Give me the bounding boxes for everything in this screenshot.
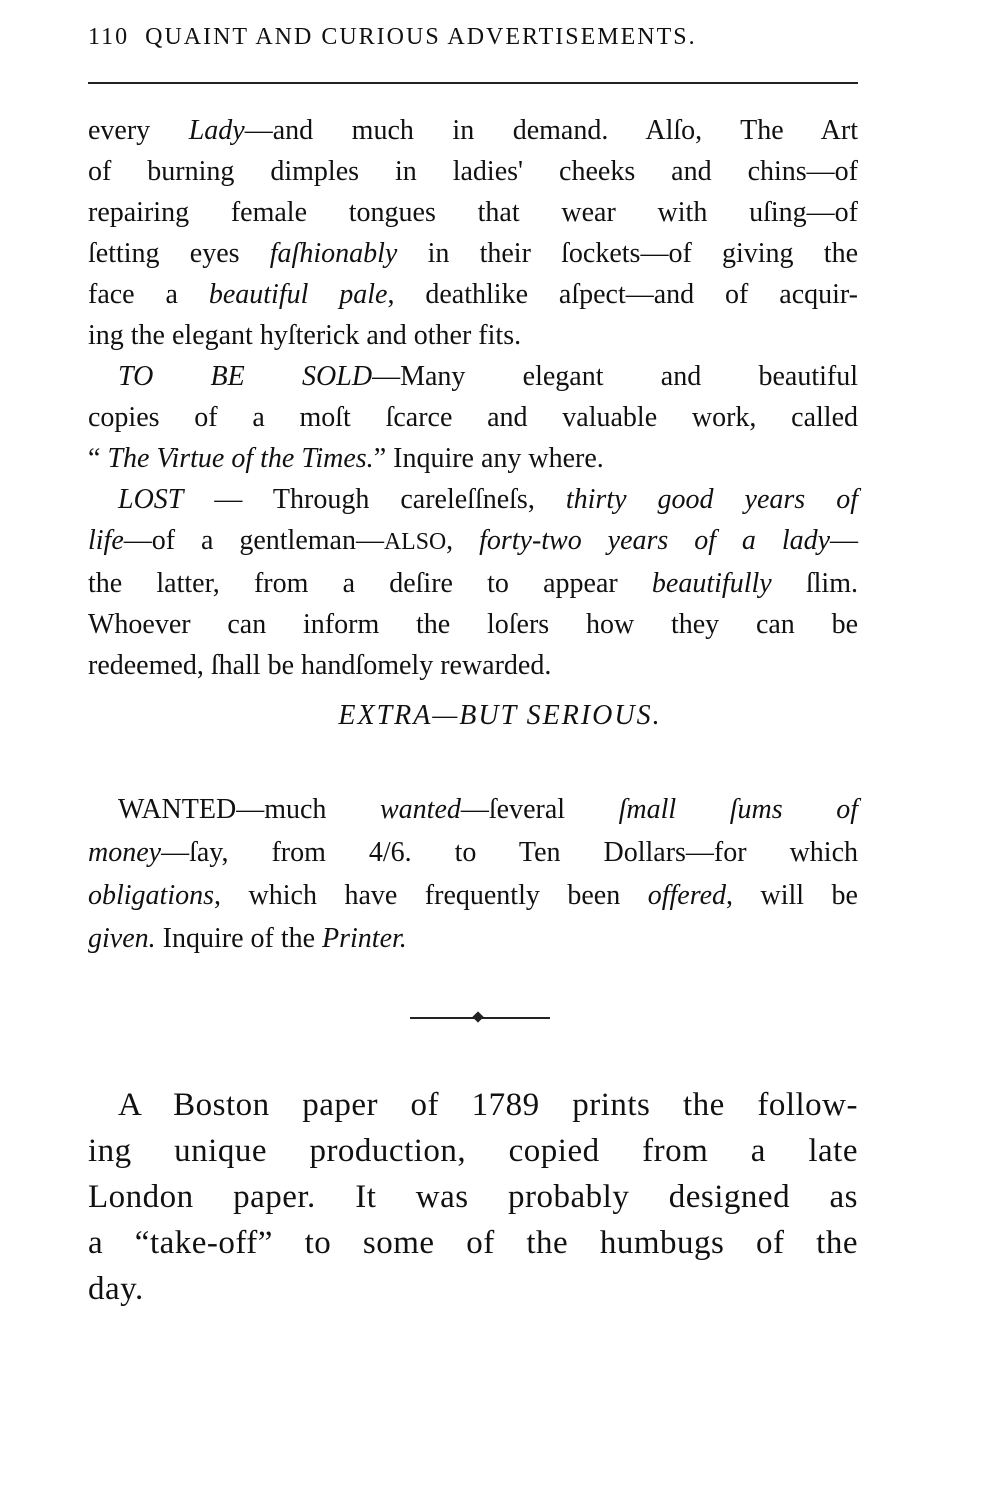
- text-line: [88, 192, 858, 233]
- text-line: [88, 1220, 858, 1266]
- header-rule: [88, 82, 858, 84]
- text-segment: ,: [446, 525, 480, 556]
- text-segment: “: [88, 443, 108, 474]
- text-line: [88, 788, 858, 831]
- text-line: [88, 479, 858, 520]
- ornament-divider: [410, 1017, 550, 1019]
- wanted-advertisement: [88, 788, 858, 960]
- text-segment: —and much in demand. Alſo, The Art: [244, 115, 858, 146]
- text-segment: redeemed, ſhall be handſomely rewarded.: [88, 650, 552, 681]
- text-segment: Whoever can inform the loſers how they can be: [88, 609, 858, 640]
- text-line: [88, 831, 858, 874]
- text-segment: every: [88, 115, 189, 146]
- text-segment: ing unique production, copied from a late: [88, 1133, 858, 1169]
- italic-text: beautiful pale: [208, 279, 388, 310]
- text-segment: A Boston paper of 1789 prints the follow-: [118, 1087, 858, 1123]
- text-line: [88, 1128, 858, 1174]
- text-segment: —ſeveral: [460, 794, 619, 825]
- text-segment: ſetting eyes: [88, 238, 270, 269]
- text-segment: ſlim.: [771, 568, 858, 599]
- text-segment: , deathlike aſpect—and of acquir-: [387, 279, 858, 310]
- text-segment: in their ſockets—of giving the: [397, 238, 859, 269]
- text-line: [88, 563, 858, 604]
- text-line: [88, 356, 858, 397]
- text-segment: —: [830, 525, 859, 556]
- italic-text: Lady: [188, 115, 245, 146]
- italic-text: LOST: [118, 484, 184, 515]
- page-number: 110: [88, 24, 130, 50]
- text-line: [88, 604, 858, 645]
- text-line: [88, 274, 858, 315]
- running-title: QUAINT AND CURIOUS ADVERTISEMENTS.: [145, 24, 697, 50]
- text-line: [88, 151, 858, 192]
- section-heading: EXTRA—BUT SERIOUS.: [338, 700, 662, 731]
- text-segment: , which have frequently been: [214, 880, 648, 911]
- text-line: [88, 874, 858, 917]
- italic-text: ſmall ſums of: [618, 794, 859, 825]
- text-segment: ing the elegant hyſterick and other fits.: [88, 320, 522, 351]
- italic-text: offered: [647, 880, 726, 911]
- italic-text: life: [88, 525, 124, 556]
- advertisements-text: [88, 110, 858, 686]
- text-segment: London paper. It was probably designed as: [88, 1179, 858, 1215]
- text-line: [88, 645, 858, 686]
- text-segment: of burning dimples in ladies' cheeks and chins—of: [88, 156, 858, 187]
- italic-text: TO BE SOLD: [118, 361, 373, 392]
- text-line: [88, 397, 858, 438]
- italic-text: beautifully: [651, 568, 772, 599]
- text-line: [88, 233, 858, 274]
- text-line: [88, 520, 858, 563]
- text-line: [88, 1082, 858, 1128]
- text-line: [88, 110, 858, 151]
- text-segment: —Many elegant and beautiful: [372, 361, 858, 392]
- text-line: [88, 315, 858, 356]
- text-segment: Inquire of the: [155, 923, 323, 954]
- text-line: [88, 1266, 858, 1312]
- text-segment: day.: [88, 1271, 144, 1307]
- italic-text: obligations: [88, 880, 215, 911]
- text-line: [88, 438, 858, 479]
- boston-paper-paragraph: [88, 1082, 858, 1312]
- text-segment: copies of a moſt ſcarce and valuable work, called: [88, 402, 858, 433]
- italic-text: faſhionably: [269, 238, 398, 269]
- italic-text: forty-two years of a lady: [479, 525, 831, 556]
- italic-text: money: [88, 837, 162, 868]
- italic-text: wanted: [379, 794, 461, 825]
- text-segment: —ſay, from 4/6. to Ten Dollars—for which: [161, 837, 858, 868]
- text-segment: ” Inquire any where.: [373, 443, 604, 474]
- small-caps-text: ALSO: [383, 529, 447, 555]
- text-segment: , will be: [726, 880, 858, 911]
- italic-text: Printer.: [322, 923, 407, 954]
- running-header: [88, 24, 858, 51]
- text-segment: a “take-off” to some of the humbugs of the: [88, 1225, 858, 1261]
- text-line: [88, 917, 858, 960]
- text-segment: — Through careleſſneſs,: [183, 484, 566, 515]
- italic-text: given.: [88, 923, 156, 954]
- text-segment: repairing female tongues that wear with uſing—of: [88, 197, 858, 228]
- text-segment: the latter, from a deſire to appear: [88, 568, 652, 599]
- italic-text: thirty good years of: [565, 484, 859, 515]
- text-line: [88, 1174, 858, 1220]
- text-segment: —of a gentleman—: [123, 525, 384, 556]
- text-segment: WANTED—much: [118, 794, 380, 825]
- text-segment: face a: [88, 279, 209, 310]
- italic-text: The Virtue of the Times.: [107, 443, 374, 474]
